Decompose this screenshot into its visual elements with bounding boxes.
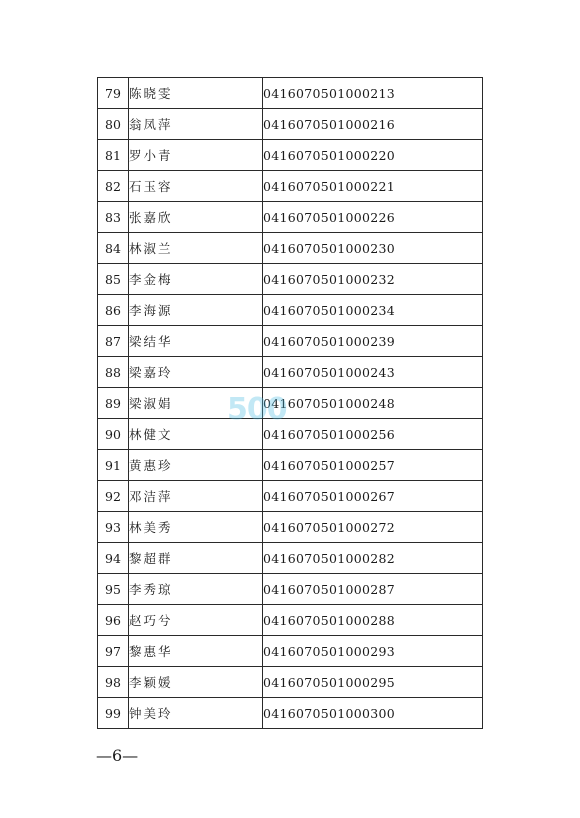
name-cell: 张嘉欣: [129, 202, 263, 233]
table-row: [98, 667, 483, 698]
row-number-cell: 86: [98, 295, 129, 326]
id-number-cell: 0416070501000216: [263, 109, 483, 140]
id-number-cell: 0416070501000213: [263, 78, 483, 109]
row-number-cell: 95: [98, 574, 129, 605]
watermark-text: 500: [227, 392, 287, 427]
table-row: [98, 171, 483, 202]
id-number-cell: 0416070501000287: [263, 574, 483, 605]
table-row: [98, 78, 483, 109]
row-number-cell: 92: [98, 481, 129, 512]
row-number-cell: 87: [98, 326, 129, 357]
id-number-cell: 0416070501000272: [263, 512, 483, 543]
id-number-cell: 0416070501000234: [263, 295, 483, 326]
id-number-cell: 0416070501000221: [263, 171, 483, 202]
name-cell: 黎惠华: [129, 636, 263, 667]
id-number-cell: 0416070501000256: [263, 419, 483, 450]
row-number-cell: 90: [98, 419, 129, 450]
row-number-cell: 97: [98, 636, 129, 667]
id-number-cell: 0416070501000226: [263, 202, 483, 233]
name-cell: 陈晓雯: [129, 78, 263, 109]
table-row: [98, 574, 483, 605]
table-row: [98, 450, 483, 481]
id-number-cell: 0416070501000220: [263, 140, 483, 171]
table-row: [98, 264, 483, 295]
table-row: [98, 605, 483, 636]
page-number: —6—: [96, 746, 139, 765]
id-number-cell: 0416070501000282: [263, 543, 483, 574]
id-number-cell: 0416070501000232: [263, 264, 483, 295]
id-number-cell: 0416070501000243: [263, 357, 483, 388]
name-cell: 钟美玲: [129, 698, 263, 729]
name-cell: 黎超群: [129, 543, 263, 574]
table-row: [98, 140, 483, 171]
row-number-cell: 85: [98, 264, 129, 295]
row-number-cell: 81: [98, 140, 129, 171]
name-cell: 梁结华: [129, 326, 263, 357]
table-row: [98, 233, 483, 264]
table-row: [98, 698, 483, 729]
row-number-cell: 89: [98, 388, 129, 419]
row-number-cell: 79: [98, 78, 129, 109]
name-cell: 李秀琼: [129, 574, 263, 605]
watermark-logo: [227, 392, 347, 430]
row-number-cell: 94: [98, 543, 129, 574]
row-number-cell: 84: [98, 233, 129, 264]
row-number-cell: 98: [98, 667, 129, 698]
name-cell: 李颖媛: [129, 667, 263, 698]
id-number-cell: 0416070501000230: [263, 233, 483, 264]
table-row: [98, 202, 483, 233]
name-cell: 梁淑娟: [129, 388, 263, 419]
table-row: [98, 512, 483, 543]
name-cell: 林淑兰: [129, 233, 263, 264]
table-row: [98, 357, 483, 388]
row-number-cell: 91: [98, 450, 129, 481]
row-number-cell: 99: [98, 698, 129, 729]
name-cell: 翁凤萍: [129, 109, 263, 140]
table-row: [98, 326, 483, 357]
name-cell: 梁嘉玲: [129, 357, 263, 388]
row-number-cell: 88: [98, 357, 129, 388]
id-number-cell: 0416070501000267: [263, 481, 483, 512]
row-number-cell: 80: [98, 109, 129, 140]
name-cell: 赵巧兮: [129, 605, 263, 636]
row-number-cell: 96: [98, 605, 129, 636]
row-number-cell: 82: [98, 171, 129, 202]
id-number-cell: 0416070501000295: [263, 667, 483, 698]
name-cell: 黄惠珍: [129, 450, 263, 481]
id-number-cell: 0416070501000300: [263, 698, 483, 729]
name-cell: 李海源: [129, 295, 263, 326]
id-number-cell: 0416070501000293: [263, 636, 483, 667]
id-number-cell: 0416070501000257: [263, 450, 483, 481]
name-cell: 邓洁萍: [129, 481, 263, 512]
name-cell: 林健文: [129, 419, 263, 450]
name-cell: 李金梅: [129, 264, 263, 295]
row-number-cell: 93: [98, 512, 129, 543]
row-number-cell: 83: [98, 202, 129, 233]
id-number-cell: 0416070501000248: [263, 388, 483, 419]
table-row: [98, 295, 483, 326]
name-cell: 林美秀: [129, 512, 263, 543]
table-row: [98, 481, 483, 512]
name-cell: 罗小青: [129, 140, 263, 171]
table-row: [98, 109, 483, 140]
id-number-cell: 0416070501000239: [263, 326, 483, 357]
table-row: [98, 636, 483, 667]
table-row: [98, 543, 483, 574]
name-cell: 石玉容: [129, 171, 263, 202]
id-number-cell: 0416070501000288: [263, 605, 483, 636]
